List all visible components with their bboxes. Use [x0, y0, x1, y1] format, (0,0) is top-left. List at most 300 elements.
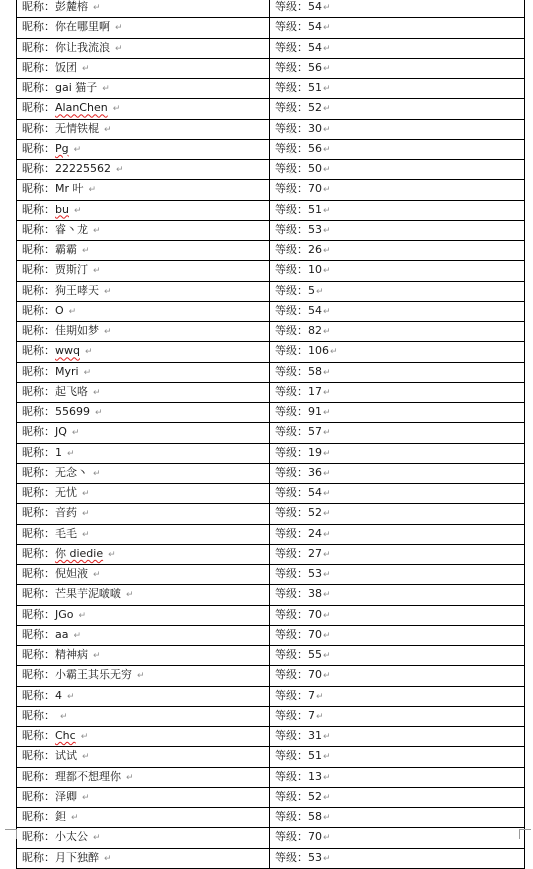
nickname-cell[interactable]	[17, 38, 270, 58]
table-row	[17, 220, 525, 240]
level-value: 70	[308, 607, 322, 621]
paragraph-mark-icon: ↵	[323, 509, 331, 520]
nickname-cell[interactable]	[17, 362, 270, 382]
nickname-cell[interactable]	[17, 828, 270, 848]
level-value: 53	[308, 850, 322, 864]
nickname-label: 昵称：	[22, 324, 55, 337]
nickname-label: 昵称：	[22, 141, 55, 155]
nickname-cell[interactable]	[17, 322, 270, 342]
table-row	[17, 706, 525, 726]
paragraph-mark-icon: ↵	[323, 104, 331, 115]
level-cell[interactable]	[270, 463, 525, 483]
nickname-cell[interactable]	[17, 281, 270, 301]
paragraph-mark-icon: ↵	[316, 286, 324, 297]
nickname-cell[interactable]	[17, 848, 270, 868]
nickname-cell[interactable]	[17, 585, 270, 605]
level-label: 等级：	[275, 222, 308, 236]
nickname-cell[interactable]	[17, 0, 270, 18]
paragraph-mark-icon: ↵	[71, 813, 79, 823]
paragraph-mark-icon: ↵	[323, 833, 331, 844]
nickname-value: 睿丶龙	[55, 222, 88, 236]
level-cell[interactable]	[270, 342, 525, 362]
nickname-cell[interactable]	[17, 58, 270, 78]
level-label: 等级：	[275, 263, 308, 277]
nickname-cell[interactable]	[17, 423, 270, 443]
nickname-label: 昵称：	[22, 283, 55, 297]
table-row	[17, 301, 525, 321]
level-value: 51	[308, 202, 322, 216]
nickname-cell[interactable]	[17, 747, 270, 767]
level-label: 等级：	[275, 60, 308, 74]
level-value: 58	[308, 810, 322, 823]
level-label: 等级：	[275, 303, 308, 317]
nickname-value: 试试	[55, 749, 77, 763]
paragraph-mark-icon: ↵	[323, 651, 331, 661]
paragraph-mark-icon: ↵	[88, 185, 97, 196]
level-cell[interactable]	[270, 38, 525, 58]
nickname-cell[interactable]	[17, 79, 270, 99]
level-cell[interactable]	[270, 139, 525, 159]
paragraph-mark-icon: ↵	[323, 306, 331, 317]
level-value: 57	[308, 425, 322, 439]
level-cell[interactable]	[270, 747, 525, 767]
paragraph-mark-icon: ↵	[126, 772, 134, 783]
level-cell[interactable]	[270, 79, 525, 99]
nickname-label: 昵称：	[22, 810, 55, 823]
nickname-cell[interactable]	[17, 463, 270, 483]
nickname-cell[interactable]	[17, 706, 270, 726]
level-label: 等级：	[275, 648, 308, 661]
table-row	[17, 646, 525, 666]
paragraph-mark-icon: ↵	[83, 367, 92, 378]
paragraph-mark-icon: ↵	[93, 833, 101, 844]
nickname-label: 昵称：	[22, 486, 55, 499]
level-value: 24	[308, 526, 322, 540]
paragraph-mark-icon: ↵	[108, 549, 116, 560]
nickname-cell[interactable]	[17, 544, 270, 564]
nickname-label: 昵称：	[22, 222, 55, 236]
level-label: 等级：	[275, 364, 308, 378]
level-value: 58	[308, 364, 322, 378]
level-cell[interactable]	[270, 322, 525, 342]
level-cell[interactable]	[270, 808, 525, 828]
paragraph-mark-icon: ↵	[82, 792, 90, 803]
level-label: 等级：	[275, 40, 308, 54]
nickname-value: 毛毛	[55, 526, 77, 540]
table-row	[17, 322, 525, 342]
nickname-label: 昵称：	[22, 627, 55, 641]
level-value: 70	[308, 627, 322, 641]
paragraph-mark-icon: ↵	[93, 266, 101, 277]
table-row	[17, 484, 525, 504]
level-cell[interactable]	[270, 646, 525, 666]
nickname-value: 22225562	[55, 162, 111, 175]
paragraph-mark-icon: ↵	[323, 448, 331, 459]
nickname-value: 月下独醉	[55, 850, 99, 864]
paragraph-mark-icon: ↵	[323, 813, 331, 823]
nickname-cell[interactable]	[17, 220, 270, 240]
nickname-label: 昵称：	[22, 202, 55, 216]
nickname-cell[interactable]	[17, 565, 270, 585]
level-cell[interactable]	[270, 504, 525, 524]
nickname-label: 昵称：	[22, 60, 55, 74]
nickname-cell[interactable]	[17, 99, 270, 119]
paragraph-mark-icon: ↵	[330, 347, 338, 358]
nickname-cell[interactable]	[17, 160, 270, 180]
level-cell[interactable]	[270, 160, 525, 180]
level-cell[interactable]	[270, 544, 525, 564]
level-cell[interactable]	[270, 362, 525, 382]
level-label: 等级：	[275, 405, 308, 418]
table-row	[17, 666, 525, 686]
paragraph-mark-icon: ↵	[84, 347, 93, 358]
level-label: 等级：	[275, 324, 308, 337]
level-value: 56	[308, 141, 322, 155]
paragraph-mark-icon: ↵	[323, 489, 331, 499]
paragraph-mark-icon: ↵	[323, 246, 331, 256]
table-row	[17, 828, 525, 848]
nickname-value: Pg	[55, 141, 69, 155]
paragraph-mark-icon: ↵	[323, 792, 331, 803]
table-row	[17, 38, 525, 58]
nickname-label: 昵称：	[22, 40, 55, 54]
nickname-value: Mr 叶	[55, 182, 84, 196]
level-cell[interactable]	[270, 180, 525, 200]
nickname-value: 饭团	[55, 60, 77, 74]
nickname-cell[interactable]	[17, 443, 270, 463]
nickname-cell[interactable]	[17, 727, 270, 747]
level-value: 91	[308, 405, 322, 418]
paragraph-mark-icon: ↵	[80, 732, 89, 742]
level-value: 50	[308, 162, 322, 175]
paragraph-mark-icon: ↵	[323, 23, 331, 34]
table-row	[17, 767, 525, 787]
paragraph-mark-icon: ↵	[82, 752, 90, 763]
paragraph-mark-icon: ↵	[323, 630, 331, 641]
paragraph-mark-icon: ↵	[323, 468, 331, 479]
level-cell[interactable]	[270, 706, 525, 726]
nickname-cell[interactable]	[17, 524, 270, 544]
paragraph-mark-icon: ↵	[316, 691, 324, 702]
nickname-value: 精神病	[55, 648, 88, 661]
paragraph-mark-icon: ↵	[323, 144, 331, 155]
nickname-value: JQ	[55, 425, 67, 439]
table-row	[17, 99, 525, 119]
paragraph-mark-icon: ↵	[323, 529, 331, 540]
level-label: 等级：	[275, 162, 308, 175]
paragraph-mark-icon: ↵	[323, 549, 331, 560]
paragraph-mark-icon: ↵	[71, 428, 80, 439]
table-row	[17, 808, 525, 828]
level-cell[interactable]	[270, 220, 525, 240]
nickname-value: 无情铁棍	[55, 121, 99, 135]
level-cell[interactable]	[270, 382, 525, 402]
level-value: 56	[308, 60, 322, 74]
level-cell[interactable]	[270, 18, 525, 38]
table-row	[17, 200, 525, 220]
nickname-value: O	[55, 303, 64, 317]
paragraph-mark-icon: ↵	[104, 853, 112, 864]
nickname-cell[interactable]	[17, 119, 270, 139]
nickname-cell[interactable]	[17, 241, 270, 261]
table-row	[17, 423, 525, 443]
level-label: 等级：	[275, 729, 308, 742]
paragraph-mark-icon: ↵	[323, 570, 331, 580]
level-label: 等级：	[275, 526, 308, 540]
nickname-value: 无忧	[55, 486, 77, 499]
nickname-cell[interactable]	[17, 605, 270, 625]
level-value: 38	[308, 587, 322, 601]
table-row	[17, 180, 525, 200]
level-label: 等级：	[275, 283, 308, 297]
paragraph-mark-icon: ↵	[323, 43, 331, 54]
nickname-value: 鉭	[55, 810, 66, 823]
paragraph-mark-icon: ↵	[323, 772, 331, 783]
paragraph-mark-icon: ↵	[323, 387, 331, 398]
table-row	[17, 565, 525, 585]
level-value: 7	[308, 688, 315, 702]
nickname-cell[interactable]	[17, 787, 270, 807]
nickname-cell[interactable]	[17, 504, 270, 524]
nickname-value: 小霸王其乐无穷	[55, 668, 132, 682]
paragraph-mark-icon: ↵	[323, 853, 331, 864]
level-cell[interactable]	[270, 119, 525, 139]
nickname-cell[interactable]	[17, 342, 270, 362]
level-value: 53	[308, 567, 322, 580]
level-value: 26	[308, 243, 322, 256]
table-row	[17, 119, 525, 139]
paragraph-mark-icon: ↵	[78, 610, 87, 621]
level-label: 等级：	[275, 81, 308, 94]
level-value: 54	[308, 486, 322, 499]
level-value: 53	[308, 222, 322, 236]
level-cell[interactable]	[270, 58, 525, 78]
paragraph-mark-icon: ↵	[323, 408, 331, 418]
nickname-label: 昵称：	[22, 526, 55, 540]
nickname-label: 昵称：	[22, 81, 55, 94]
nickname-cell[interactable]	[17, 625, 270, 645]
paragraph-mark-icon: ↵	[82, 246, 90, 256]
level-value: 31	[308, 729, 322, 742]
paragraph-mark-icon: ↵	[73, 630, 82, 641]
level-cell[interactable]	[270, 301, 525, 321]
paragraph-mark-icon: ↵	[323, 732, 331, 742]
paragraph-mark-icon: ↵	[323, 327, 331, 337]
level-label: 等级：	[275, 810, 308, 823]
paragraph-mark-icon: ↵	[323, 3, 331, 13]
level-cell[interactable]	[270, 625, 525, 645]
nickname-value: 泽卿	[55, 789, 77, 803]
nickname-cell[interactable]	[17, 301, 270, 321]
paragraph-mark-icon: ↵	[93, 387, 101, 398]
nickname-cell[interactable]	[17, 382, 270, 402]
level-cell[interactable]	[270, 828, 525, 848]
level-value: 19	[308, 445, 322, 459]
level-value: 5	[308, 283, 315, 297]
level-cell[interactable]	[270, 281, 525, 301]
table-row	[17, 403, 525, 423]
level-value: 30	[308, 121, 322, 135]
nickname-value: 佳期如梦	[55, 324, 99, 337]
level-label: 等级：	[275, 789, 308, 803]
nickname-value: 音药	[55, 506, 77, 520]
table-row	[17, 241, 525, 261]
nickname-value: AlanChen	[55, 101, 108, 115]
nickname-label: 昵称：	[22, 303, 55, 317]
nickname-label: 昵称：	[22, 263, 55, 277]
document-table	[16, 0, 525, 869]
level-cell[interactable]	[270, 423, 525, 443]
level-cell[interactable]	[270, 787, 525, 807]
nickname-value: 芒果芋泥啵啵	[55, 587, 121, 601]
nickname-cell[interactable]	[17, 403, 270, 423]
table-row	[17, 79, 525, 99]
nickname-value: 1	[55, 445, 62, 459]
level-label: 等级：	[275, 607, 308, 621]
paragraph-mark-icon: ↵	[323, 590, 331, 601]
level-value: 36	[308, 465, 322, 479]
nickname-label: 昵称：	[22, 546, 55, 560]
level-cell[interactable]	[270, 200, 525, 220]
table-row	[17, 686, 525, 706]
nickname-cell[interactable]	[17, 139, 270, 159]
level-label: 等级：	[275, 708, 308, 722]
table-row	[17, 139, 525, 159]
table-row	[17, 848, 525, 868]
nickname-label: 昵称：	[22, 587, 55, 601]
nickname-label: 昵称：	[22, 648, 55, 661]
level-label: 等级：	[275, 101, 308, 115]
level-cell[interactable]	[270, 686, 525, 706]
paragraph-mark-icon: ↵	[82, 529, 90, 540]
paragraph-mark-icon: ↵	[323, 367, 331, 378]
paragraph-mark-icon: ↵	[102, 84, 110, 94]
level-value: 54	[308, 303, 322, 317]
nickname-label: 昵称：	[22, 405, 55, 418]
nickname-value: 你让我流浪	[55, 40, 110, 54]
paragraph-mark-icon: ↵	[82, 489, 90, 499]
table-row	[17, 382, 525, 402]
table-row	[17, 585, 525, 605]
level-cell[interactable]	[270, 403, 525, 423]
level-cell[interactable]	[270, 666, 525, 686]
nickname-label: 昵称：	[22, 506, 55, 520]
table-row	[17, 160, 525, 180]
nickname-cell[interactable]	[17, 646, 270, 666]
nickname-cell[interactable]	[17, 18, 270, 38]
nickname-cell[interactable]	[17, 200, 270, 220]
level-value: 52	[308, 789, 322, 803]
nickname-cell[interactable]	[17, 484, 270, 504]
nickname-label: 昵称：	[22, 182, 55, 196]
level-value: 51	[308, 749, 322, 763]
paragraph-mark-icon: ↵	[60, 711, 68, 722]
level-cell[interactable]	[270, 0, 525, 18]
level-label: 等级：	[275, 850, 308, 864]
paragraph-mark-icon: ↵	[73, 144, 82, 155]
level-label: 等级：	[275, 141, 308, 155]
paragraph-mark-icon: ↵	[323, 752, 331, 763]
paragraph-mark-icon: ↵	[104, 327, 112, 337]
nickname-value: 霸霸	[55, 243, 77, 256]
level-label: 等级：	[275, 587, 308, 601]
paragraph-mark-icon: ↵	[93, 3, 101, 13]
level-cell[interactable]	[270, 605, 525, 625]
paragraph-mark-icon: ↵	[316, 711, 324, 722]
level-value: 52	[308, 506, 322, 520]
nickname-value: wwq	[55, 344, 80, 358]
paragraph-mark-icon: ↵	[115, 23, 123, 34]
table-row	[17, 504, 525, 524]
level-cell[interactable]	[270, 848, 525, 868]
level-cell[interactable]	[270, 241, 525, 261]
nickname-cell[interactable]	[17, 180, 270, 200]
level-label: 等级：	[275, 567, 308, 580]
level-label: 等级：	[275, 486, 308, 499]
nickname-label: 昵称：	[22, 384, 55, 398]
level-label: 等级：	[275, 344, 308, 358]
level-cell[interactable]	[270, 524, 525, 544]
level-cell[interactable]	[270, 484, 525, 504]
level-value: 70	[308, 830, 322, 844]
table-row	[17, 342, 525, 362]
nickname-cell[interactable]	[17, 767, 270, 787]
nickname-value: 55699	[55, 405, 90, 418]
page-corner-mark-left	[5, 829, 17, 839]
level-value: 82	[308, 324, 322, 337]
nickname-value: gai 猫子	[55, 81, 98, 94]
level-cell[interactable]	[270, 443, 525, 463]
table-row	[17, 625, 525, 645]
level-value: 54	[308, 0, 322, 13]
nickname-cell[interactable]	[17, 808, 270, 828]
level-cell[interactable]	[270, 585, 525, 605]
nickname-value: 无念丶	[55, 465, 88, 479]
level-cell[interactable]	[270, 261, 525, 281]
level-value: 70	[308, 182, 322, 196]
nickname-cell[interactable]	[17, 686, 270, 706]
level-label: 等级：	[275, 243, 308, 256]
paragraph-mark-icon: ↵	[126, 590, 134, 601]
nickname-label: 昵称：	[22, 749, 55, 763]
nickname-cell[interactable]	[17, 261, 270, 281]
table-row	[17, 18, 525, 38]
level-cell[interactable]	[270, 565, 525, 585]
level-label: 等级：	[275, 425, 308, 439]
level-label: 等级：	[275, 182, 308, 196]
table-row	[17, 747, 525, 767]
table-row	[17, 605, 525, 625]
level-value: 54	[308, 40, 322, 54]
level-value: 13	[308, 769, 322, 783]
paragraph-mark-icon: ↵	[115, 43, 123, 54]
table-row	[17, 463, 525, 483]
level-cell[interactable]	[270, 99, 525, 119]
level-value: 7	[308, 708, 315, 722]
nickname-cell[interactable]	[17, 666, 270, 686]
table-row	[17, 727, 525, 747]
paragraph-mark-icon: ↵	[82, 509, 90, 520]
level-cell[interactable]	[270, 767, 525, 787]
level-label: 等级：	[275, 749, 308, 763]
paragraph-mark-icon: ↵	[104, 124, 112, 135]
level-cell[interactable]	[270, 727, 525, 747]
paragraph-mark-icon: ↵	[112, 104, 121, 115]
paragraph-mark-icon: ↵	[95, 408, 103, 418]
nickname-label: 昵称：	[22, 101, 55, 115]
paragraph-mark-icon: ↵	[323, 225, 331, 236]
nickname-label: 昵称：	[22, 688, 55, 702]
